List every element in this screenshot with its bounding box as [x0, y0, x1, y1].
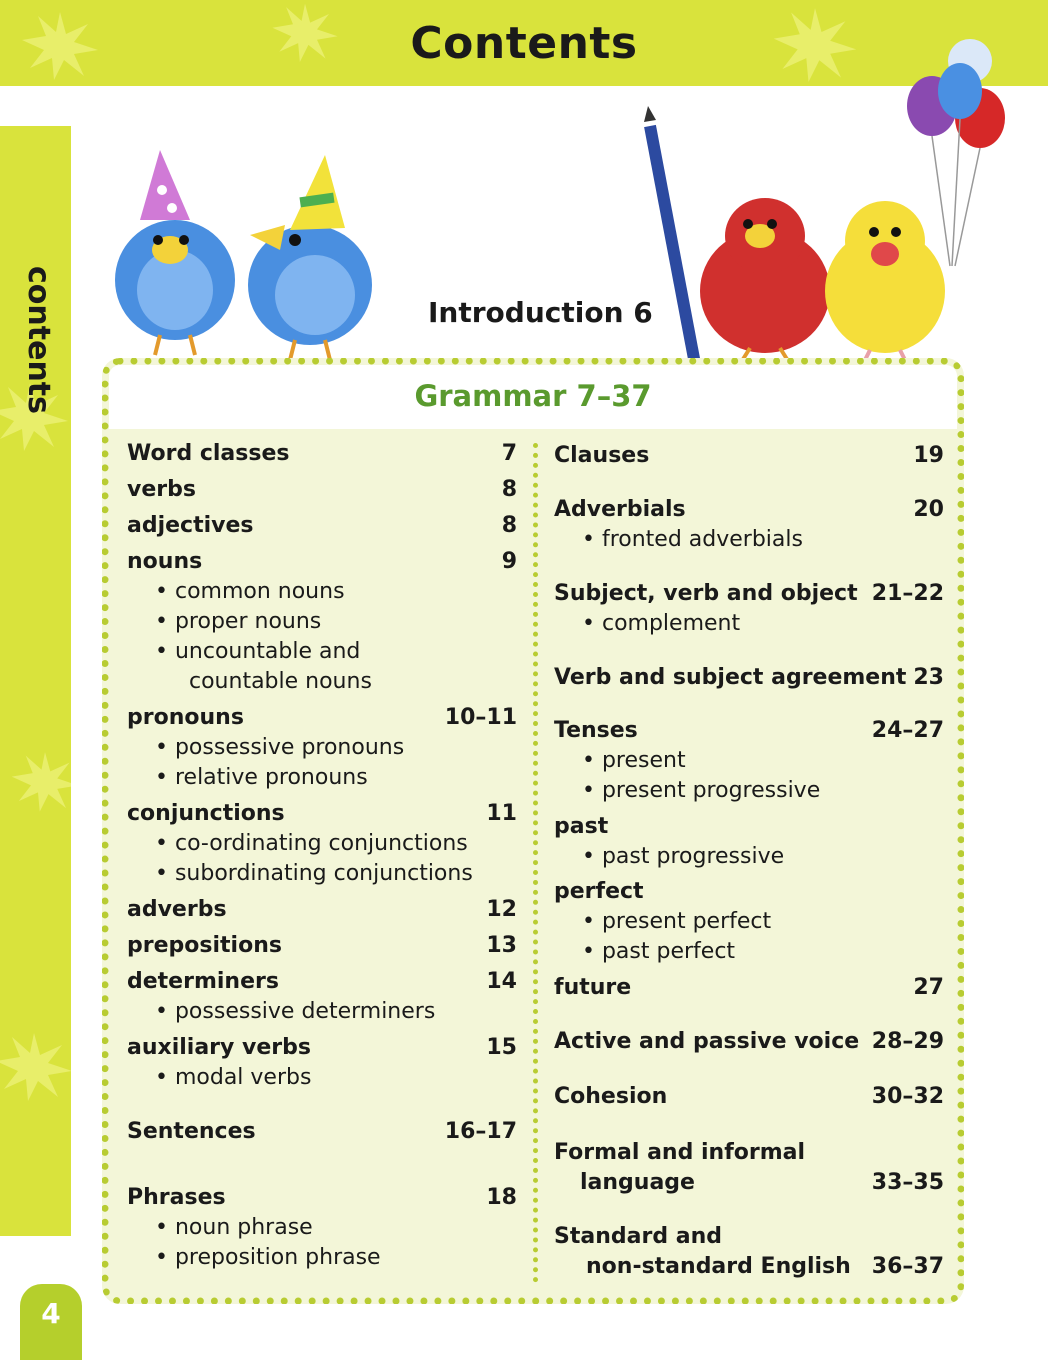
toc-entry[interactable]: verbs 8: [127, 477, 517, 502]
toc-entry[interactable]: Subject, verb and object 21–22: [554, 581, 944, 606]
introduction-entry[interactable]: Introduction 6: [428, 296, 653, 329]
toc-entry[interactable]: conjunctions 11: [127, 801, 517, 826]
red-yellow-birds-illustration: [640, 36, 1020, 370]
toc-subentry: • noun phrase: [155, 1215, 313, 1240]
toc-subentry: • common nouns: [155, 579, 345, 604]
toc-subentry: • possessive pronouns: [155, 735, 405, 760]
side-tab-label: contents: [21, 266, 56, 414]
starburst-decoration: [10, 746, 71, 816]
toc-subentry: • present: [582, 748, 686, 773]
toc-subentry: • fronted adverbials: [582, 527, 803, 552]
toc-entry[interactable]: auxiliary verbs 15: [127, 1035, 517, 1060]
toc-subentry: • relative pronouns: [155, 765, 368, 790]
toc-subentry: • preposition phrase: [155, 1245, 381, 1270]
toc-entry[interactable]: Cohesion 30–32: [554, 1084, 944, 1109]
toc-subentry: • modal verbs: [155, 1065, 312, 1090]
toc-entry[interactable]: prepositions 13: [127, 933, 517, 958]
toc-subentry: • uncountable and: [155, 639, 361, 664]
toc-entry[interactable]: Sentences 16–17: [127, 1119, 517, 1144]
toc-entry[interactable]: Active and passive voice 28–29: [554, 1029, 944, 1054]
toc-subentry: • subordinating conjunctions: [155, 861, 473, 886]
starburst-decoration: [0, 1026, 71, 1106]
toc-entry[interactable]: future 27: [554, 975, 944, 1000]
toc-entry[interactable]: past: [554, 814, 609, 839]
toc-subentry: • possessive determiners: [155, 999, 436, 1024]
toc-entry[interactable]: adjectives 8: [127, 513, 517, 538]
toc-subentry: • past progressive: [582, 844, 785, 869]
grammar-panel: [102, 358, 964, 1304]
toc-entry[interactable]: non-standard English 36–37: [586, 1254, 944, 1279]
page-number: 4: [20, 1284, 82, 1360]
blue-birds-illustration: [100, 140, 410, 365]
toc-entry[interactable]: determiners 14: [127, 969, 517, 994]
toc-entry[interactable]: perfect: [554, 879, 644, 904]
toc-subentry: • complement: [582, 611, 741, 636]
toc-entry[interactable]: Standard and: [554, 1224, 722, 1249]
grammar-heading[interactable]: Grammar 7–37: [414, 379, 652, 413]
toc-entry[interactable]: nouns 9: [127, 549, 517, 574]
page-title: Contents: [410, 18, 638, 69]
panel-header: [109, 365, 957, 429]
toc-subentry: • present progressive: [582, 778, 821, 803]
side-tab: [0, 126, 71, 1236]
toc-subentry: countable nouns: [189, 669, 372, 694]
toc-entry[interactable]: Clauses 19: [554, 443, 944, 468]
toc-subentry: • proper nouns: [155, 609, 322, 634]
toc-subentry: • past perfect: [582, 939, 736, 964]
toc-entry[interactable]: language 33–35: [580, 1170, 944, 1195]
toc-entry[interactable]: Phrases 18: [127, 1185, 517, 1210]
toc-subentry: • co-ordinating conjunctions: [155, 831, 468, 856]
toc-entry[interactable]: Tenses 24–27: [554, 718, 944, 743]
toc-subentry: • present perfect: [582, 909, 772, 934]
toc-entry[interactable]: adverbs 12: [127, 897, 517, 922]
toc-entry[interactable]: Formal and informal: [554, 1140, 806, 1165]
column-divider: [533, 443, 538, 1283]
toc-entry[interactable]: Word classes 7: [127, 441, 517, 466]
toc-entry[interactable]: Verb and subject agreement 23: [554, 665, 944, 690]
toc-entry[interactable]: pronouns 10–11: [127, 705, 517, 730]
toc-entry[interactable]: Adverbials 20: [554, 497, 944, 522]
